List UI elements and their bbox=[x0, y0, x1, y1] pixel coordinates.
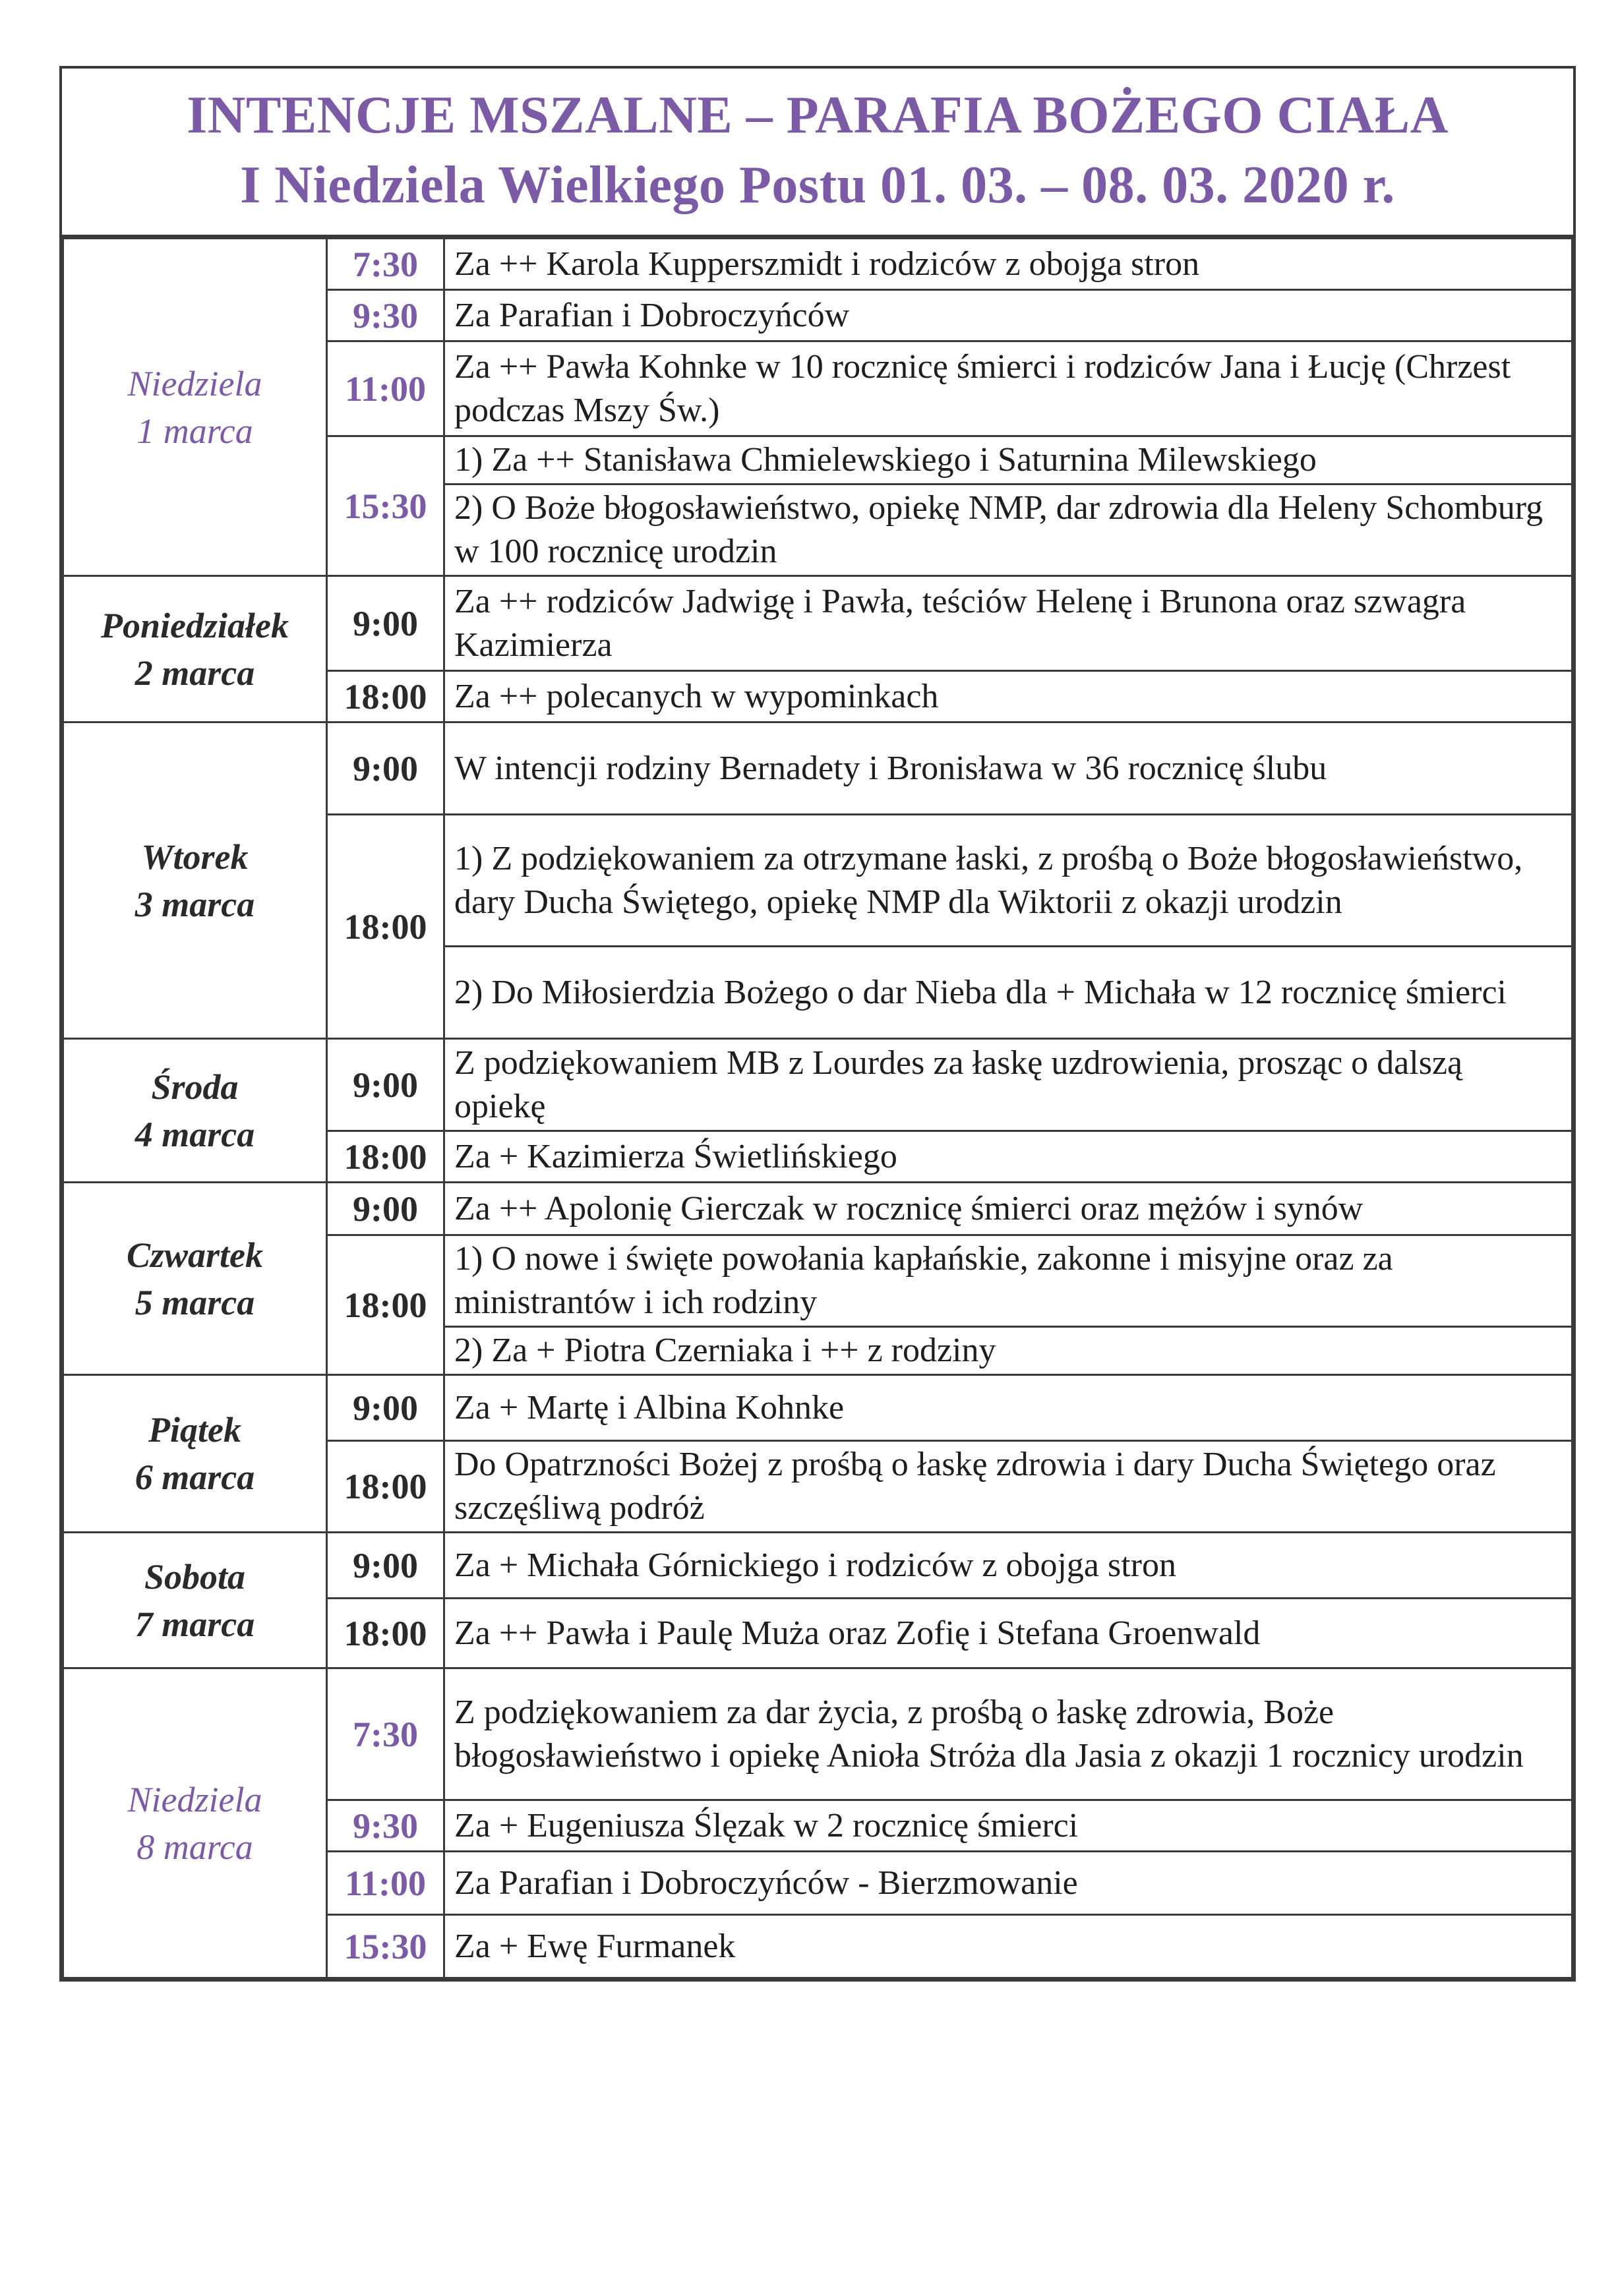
mass-time: 18:00 bbox=[327, 671, 444, 722]
intention-text: W intencji rodziny Bernadety i Bronisława w 36 rocznicę ślubu bbox=[444, 722, 1573, 815]
mass-time: 11:00 bbox=[327, 341, 444, 436]
intention-text: Za + Ewę Furmanek bbox=[444, 1915, 1573, 1978]
intention-text: Z podziękowaniem za dar życia, z prośbą o łaskę zdrowia, Boże błogosławieństwo i opiekę Anioła Stróża dla Jasia z okazji 1 rocznicy urodzin bbox=[444, 1668, 1573, 1800]
intention-text: Za + Eugeniusza Ślęzak w 2 rocznicę śmierci bbox=[444, 1800, 1573, 1852]
mass-time: 9:00 bbox=[327, 1039, 444, 1131]
mass-time: 9:00 bbox=[327, 576, 444, 671]
intention-text: Za ++ polecanych w wypominkach bbox=[444, 671, 1573, 722]
day-name: Środa bbox=[151, 1067, 239, 1107]
intention-text: Za Parafian i Dobroczyńców - Bierzmowanie bbox=[444, 1852, 1573, 1915]
day-date: 2 marca bbox=[135, 653, 255, 693]
day-cell bbox=[63, 1533, 327, 1668]
day-cell bbox=[63, 576, 327, 722]
mass-time: 18:00 bbox=[327, 1599, 444, 1668]
day-date: 6 marca bbox=[135, 1457, 255, 1497]
mass-time: 18:00 bbox=[327, 1441, 444, 1533]
day-name: Piątek bbox=[148, 1410, 241, 1450]
day-cell bbox=[63, 1375, 327, 1533]
intention-text: Do Opatrzności Bożej z prośbą o łaskę zdrowia i dary Ducha Świętego oraz szczęśliwą podróż bbox=[444, 1441, 1573, 1533]
page-title: INTENCJE MSZALNE – PARAFIA BOŻEGO CIAŁA bbox=[187, 86, 1449, 144]
day-cell bbox=[63, 239, 327, 576]
mass-time: 7:30 bbox=[327, 1668, 444, 1800]
intention-text: Za ++ Pawła Kohnke w 10 rocznicę śmierci i rodziców Jana i Łucję (Chrzest podczas Mszy Św.) bbox=[444, 341, 1573, 436]
table-row bbox=[63, 576, 1573, 671]
intention-text: Za + Kazimierza Świetlińskiego bbox=[444, 1131, 1573, 1183]
mass-time: 9:30 bbox=[327, 1800, 444, 1852]
mass-intentions-table bbox=[62, 237, 1573, 1979]
day-date: 4 marca bbox=[135, 1114, 255, 1154]
mass-time: 9:00 bbox=[327, 1533, 444, 1599]
intention-text: Za + Michała Górnickiego i rodziców z obojga stron bbox=[444, 1533, 1573, 1599]
day-date: 7 marca bbox=[135, 1604, 255, 1644]
day-date: 3 marca bbox=[135, 884, 255, 924]
day-name: Wtorek bbox=[141, 837, 249, 877]
day-name: Niedziela bbox=[127, 363, 262, 403]
mass-time: 9:00 bbox=[327, 722, 444, 815]
day-cell bbox=[63, 1039, 327, 1183]
mass-time: 7:30 bbox=[327, 239, 444, 290]
intention-text: 1) O nowe i święte powołania kapłańskie, zakonne i misyjne oraz za ministrantów i ich rodziny bbox=[444, 1235, 1573, 1327]
day-date: 8 marca bbox=[136, 1827, 253, 1867]
schedule-sheet bbox=[59, 66, 1576, 1982]
mass-time: 9:30 bbox=[327, 290, 444, 341]
table-row bbox=[63, 722, 1573, 815]
intention-text: Za Parafian i Dobroczyńców bbox=[444, 290, 1573, 341]
mass-time: 9:00 bbox=[327, 1375, 444, 1441]
intention-text: 2) O Boże błogosławieństwo, opiekę NMP, dar zdrowia dla Heleny Schomburg w 100 rocznicę urodzin bbox=[444, 485, 1573, 576]
intention-text: Za ++ Karola Kupperszmidt i rodziców z obojga stron bbox=[444, 239, 1573, 290]
day-date: 5 marca bbox=[135, 1282, 255, 1322]
mass-time: 15:30 bbox=[327, 1915, 444, 1978]
intention-text: Za ++ Apolonię Gierczak w rocznicę śmierci oraz mężów i synów bbox=[444, 1183, 1573, 1235]
table-row bbox=[63, 1533, 1573, 1599]
table-row bbox=[63, 1668, 1573, 1800]
day-name: Czwartek bbox=[126, 1235, 264, 1275]
day-cell bbox=[63, 1668, 327, 1978]
page-subtitle: I Niedziela Wielkiego Postu 01. 03. – 08. 03. 2020 r. bbox=[240, 156, 1395, 214]
intention-text: 2) Do Miłosierdzia Bożego o dar Nieba dla + Michała w 12 rocznicę śmierci bbox=[444, 947, 1573, 1039]
mass-time: 11:00 bbox=[327, 1852, 444, 1915]
table-row bbox=[63, 1183, 1573, 1235]
mass-time: 9:00 bbox=[327, 1183, 444, 1235]
intention-text: 1) Z podziękowaniem za otrzymane łaski, z prośbą o Boże błogosławieństwo, dary Ducha Świętego, opiekę NMP dla Wiktorii z okazji urodzin bbox=[444, 815, 1573, 947]
header bbox=[62, 69, 1573, 237]
table-row bbox=[63, 239, 1573, 290]
schedule-body bbox=[63, 239, 1573, 1978]
intention-text: Za ++ Pawła i Paulę Muża oraz Zofię i Stefana Groenwald bbox=[444, 1599, 1573, 1668]
mass-time: 18:00 bbox=[327, 1131, 444, 1183]
mass-time: 15:30 bbox=[327, 436, 444, 576]
mass-time: 18:00 bbox=[327, 815, 444, 1039]
mass-time: 18:00 bbox=[327, 1235, 444, 1375]
intention-text: Za + Martę i Albina Kohnke bbox=[444, 1375, 1573, 1441]
day-cell bbox=[63, 722, 327, 1039]
day-cell bbox=[63, 1183, 327, 1375]
day-name: Sobota bbox=[144, 1556, 246, 1597]
intention-text: 1) Za ++ Stanisława Chmielewskiego i Saturnina Milewskiego bbox=[444, 436, 1573, 485]
day-name: Niedziela bbox=[127, 1779, 262, 1819]
intention-text: Za ++ rodziców Jadwigę i Pawła, teściów Helenę i Brunona oraz szwagra Kazimierza bbox=[444, 576, 1573, 671]
table-row bbox=[63, 1039, 1573, 1131]
table-row bbox=[63, 1375, 1573, 1441]
day-name: Poniedziałek bbox=[101, 605, 289, 645]
intention-text: 2) Za + Piotra Czerniaka i ++ z rodziny bbox=[444, 1327, 1573, 1375]
day-date: 1 marca bbox=[136, 411, 253, 451]
intention-text: Z podziękowaniem MB z Lourdes za łaskę uzdrowienia, prosząc o dalszą opiekę bbox=[444, 1039, 1573, 1131]
